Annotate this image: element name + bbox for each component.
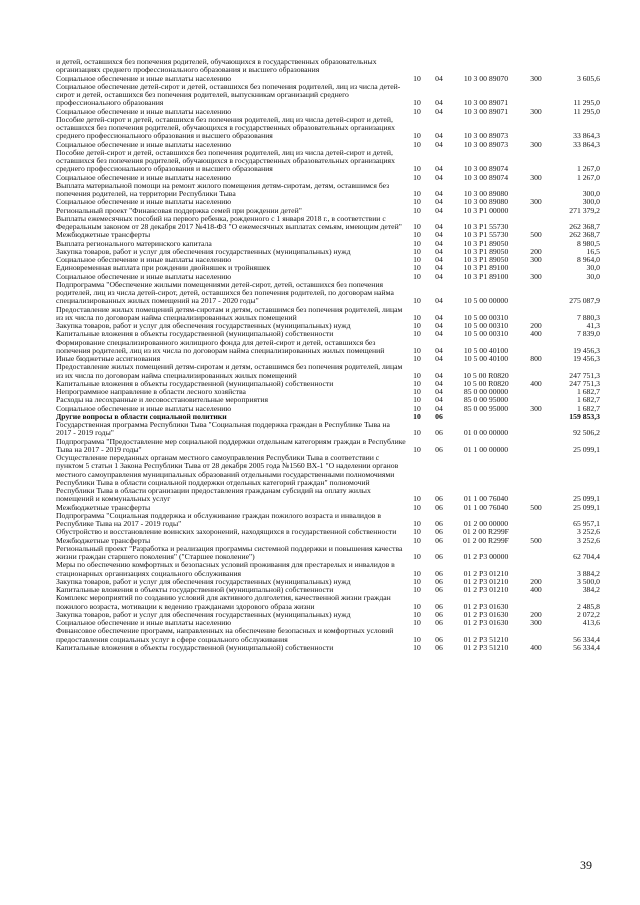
subsection-code-cell — [428, 58, 450, 75]
amount-cell: 1 682,7 — [576, 395, 600, 405]
expense-type-cell: 400 — [530, 585, 542, 594]
expense-type-cell: 500 — [530, 502, 542, 512]
row-name-cell: Непрограммное направление в области лесного хозяйства — [56, 387, 246, 396]
section-code-cell: 10 — [413, 502, 421, 512]
amount-cell: 1 682,7 — [576, 387, 600, 396]
section-code-cell — [406, 58, 428, 75]
subsection-code-cell: 04 — [435, 230, 443, 240]
row-name-cell: Государственная программа Республики Тыва "Социальная поддержка граждан в Республике Тыва на 2017 - 2019 годы" — [56, 420, 390, 438]
target-article-cell: 10 3 P1 00000 — [463, 205, 509, 215]
target-article-cell: 01 2 P3 00000 — [463, 552, 509, 561]
expense-type-cell — [522, 215, 550, 232]
row-name-cell: Социальное обеспечение и иные выплаты населению — [56, 106, 232, 116]
amount-cell: 11 295,0 — [573, 98, 600, 108]
amount-cell: 3 605,6 — [576, 73, 600, 83]
amount-cell: 271 379,2 — [569, 205, 600, 215]
target-article-cell — [450, 413, 522, 421]
table-row — [56, 627, 600, 644]
target-article-cell: 85 0 00 00000 — [463, 387, 509, 396]
subsection-code-cell: 04 — [435, 312, 443, 322]
target-article-cell: 10 5 00 R0820 — [463, 370, 509, 380]
section-code-cell: 10 — [413, 444, 421, 454]
expense-type-cell — [522, 627, 550, 644]
expense-type-cell — [522, 363, 550, 380]
target-article-cell: 01 2 P3 01630 — [463, 609, 509, 619]
subsection-code-cell: 04 — [435, 139, 443, 149]
amount-cell: 2 072,2 — [576, 609, 600, 619]
subsection-code-cell: 04 — [435, 197, 443, 207]
section-code-cell: 10 — [413, 296, 421, 306]
amount-cell: 3 500,0 — [576, 576, 600, 586]
expense-type-cell — [522, 306, 550, 323]
expense-type-cell: 300 — [530, 106, 542, 116]
amount-cell: 8 964,0 — [576, 255, 600, 264]
amount-cell: 25 099,1 — [573, 444, 600, 454]
section-code-cell: 10 — [413, 164, 421, 174]
amount-cell: 41,3 — [586, 321, 600, 330]
section-code-cell: 10 — [413, 618, 421, 627]
section-code-cell: 10 — [413, 246, 421, 256]
amount-cell: 11 295,0 — [573, 106, 600, 116]
amount-cell: 247 751,3 — [569, 378, 600, 388]
table-row — [56, 421, 600, 438]
subsection-code-cell: 06 — [435, 519, 443, 528]
section-code-cell: 10 — [413, 345, 421, 355]
row-name-cell: Социальное обеспечение и иные выплаты населению — [56, 403, 232, 413]
subsection-code-cell: 04 — [435, 321, 443, 330]
subsection-code-cell: 06 — [435, 428, 443, 438]
budget-table — [56, 58, 600, 652]
section-code-cell: 10 — [413, 230, 421, 240]
section-code-cell: 10 — [413, 552, 421, 561]
expense-type-cell: 800 — [530, 354, 542, 363]
target-article-cell: 01 2 P3 01630 — [463, 618, 509, 627]
row-name-cell: Единовременная выплата при рождении двойняшек и тройняшек — [56, 263, 271, 273]
expense-type-cell — [522, 413, 550, 421]
section-code-cell: 10 — [413, 494, 421, 504]
row-name-cell: Закупка товаров, работ и услуг для обеспечения государственных (муниципальных) нужд — [56, 609, 351, 619]
amount-cell: 3 884,2 — [576, 568, 600, 578]
table-row — [56, 594, 600, 611]
target-article-cell: 10 3 P1 89100 — [463, 263, 509, 273]
amount-cell: 275 087,9 — [569, 296, 600, 306]
target-article-cell: 10 3 00 89073 — [463, 131, 509, 141]
row-name-cell: Межбюджетные трансферты — [56, 535, 151, 545]
target-article-cell: 85 0 00 95000 — [463, 395, 509, 405]
target-article-cell: 10 5 00 00310 — [463, 321, 509, 330]
row-name-cell: Подпрограмма "Социальная поддержка и обслуживание граждан пожилого возраста и инвалидов в Республике Тыва на 2017 - 2019 годы" — [56, 510, 381, 528]
row-name-cell: Выплаты ежемесячных пособий на первого ребенка, рожденного с 1 января 2018 г., в соответствии с Федеральным законом от 28 декабря 2017 №418-ФЗ "О ежемесячных выплатах семьям, имеющим детей" — [56, 213, 402, 231]
section-code-cell: 10 — [413, 378, 421, 388]
target-article-cell: 01 0 00 00000 — [463, 428, 509, 438]
section-code-cell: 10 — [413, 387, 421, 396]
subsection-code-cell: 06 — [435, 552, 443, 561]
row-name-cell: Обустройство и восстановление воинских захоронений, находящихся в государственной собственности — [56, 527, 397, 537]
section-code-cell: 10 — [413, 172, 421, 182]
section-code-cell: 10 — [413, 131, 421, 141]
subsection-code-cell: 04 — [435, 354, 443, 363]
table-row — [56, 561, 600, 578]
section-code-cell: 10 — [413, 329, 421, 339]
subsection-code-cell: 06 — [435, 609, 443, 619]
expense-type-cell: 400 — [530, 642, 542, 652]
target-article-cell: 85 0 00 95000 — [463, 403, 509, 413]
subsection-code-cell: 04 — [435, 106, 443, 116]
row-name-cell: Социальное обеспечение и иные выплаты населению — [56, 618, 232, 627]
row-name-cell: Пособие детей-сирот и детей, оставшихся без попечения родителей, лиц из числа детей-сирот и детей, оставшихся без попечения родителей, обучающихся в государственных образовательных организациях среднего профессионального образования и высшего образования — [56, 114, 395, 141]
row-name-cell: Межбюджетные трансферты — [56, 230, 151, 240]
amount-cell: 262 368,7 — [569, 222, 600, 231]
subsection-code-cell: 04 — [435, 329, 443, 339]
table-row — [56, 339, 600, 356]
expense-type-cell — [522, 594, 550, 611]
row-name-cell: Меры по обеспечению комфортных и безопасных условий проживания для престарелых и инвалидов в стационарных организациях социального обслуживания — [56, 560, 395, 578]
table-row — [56, 116, 600, 141]
section-code-cell: 10 — [413, 263, 421, 273]
target-article-cell: 10 5 00 40100 — [463, 354, 509, 363]
section-code-cell: 10 — [413, 395, 421, 405]
amount-cell: 159 853,3 — [569, 411, 600, 421]
subsection-code-cell: 04 — [435, 378, 443, 388]
row-name-cell: Финансовое обеспечение программ, направленных на обеспечение безопасных и комфортных условий предоставления социальных услуг в сфере социального обслуживания — [56, 626, 394, 644]
section-code-cell: 10 — [413, 535, 421, 545]
section-code-cell: 10 — [413, 403, 421, 413]
target-article-cell: 10 3 00 89071 — [463, 106, 509, 116]
expense-type-cell — [522, 58, 550, 75]
expense-type-cell — [522, 149, 550, 174]
expense-type-cell: 400 — [530, 378, 542, 388]
table-row — [56, 545, 600, 562]
amount-cell: 56 334,4 — [573, 642, 600, 652]
target-article-cell: 01 2 P3 01210 — [463, 585, 509, 594]
expense-type-cell — [522, 438, 550, 455]
expense-type-cell: 300 — [530, 403, 542, 413]
target-article-cell: 10 3 00 89074 — [463, 164, 509, 174]
section-code-cell: 10 — [413, 106, 421, 116]
amount-cell: 1 267,0 — [576, 172, 600, 182]
target-article-cell: 10 3 00 89080 — [463, 189, 509, 198]
subsection-code-cell: 06 — [435, 618, 443, 627]
table-row — [56, 149, 600, 174]
subsection-code-cell: 06 — [435, 585, 443, 594]
section-code-cell: 10 — [413, 139, 421, 149]
section-code-cell: 10 — [413, 189, 421, 198]
section-code-cell: 10 — [413, 428, 421, 438]
amount-cell — [550, 58, 600, 75]
row-name-cell: Предоставление жилых помещений детям-сиротам и детям, оставшимся без попечения родителей, лицам из их числа по договорам найма специализированных жилых помещений — [56, 304, 403, 322]
target-article-cell: 01 2 P3 01210 — [463, 568, 509, 578]
row-name-cell: Закупка товаров, работ и услуг для обеспечения государственных (муниципальных) нужд — [56, 576, 351, 586]
section-code-cell: 10 — [413, 321, 421, 330]
row-name-cell: Социальное обеспечение и иные выплаты населению — [56, 271, 232, 281]
section-code-cell: 10 — [413, 642, 421, 652]
row-name-cell: Социальное обеспечение и иные выплаты населению — [56, 73, 232, 83]
table-row — [56, 363, 600, 380]
expense-type-cell — [522, 207, 550, 215]
subsection-code-cell: 04 — [435, 238, 443, 248]
target-article-cell: 01 1 00 76040 — [463, 494, 509, 504]
target-article-cell: 10 3 00 89071 — [463, 98, 509, 108]
target-article-cell: 01 1 00 00000 — [463, 444, 509, 454]
table-row — [56, 182, 600, 199]
section-code-cell: 10 — [413, 634, 421, 644]
section-code-cell: 10 — [413, 576, 421, 586]
amount-cell: 262 368,7 — [569, 230, 600, 240]
target-article-cell: 01 1 00 76040 — [463, 502, 509, 512]
row-name-cell: Региональный проект "Разработка и реализация программы системной поддержки и повышения качества жизни граждан старшего поколения" ("Старшее поколение") — [56, 543, 403, 561]
expense-type-cell — [522, 545, 550, 562]
section-code-cell: 10 — [413, 255, 421, 264]
expense-type-cell: 200 — [530, 609, 542, 619]
row-name-cell: Расходы на лесохранные и лесовосстановительные мероприятия — [56, 395, 268, 405]
section-code-cell: 10 — [413, 73, 421, 83]
expense-type-cell: 300 — [530, 271, 542, 281]
table-row — [56, 83, 600, 108]
amount-cell: 384,2 — [582, 585, 600, 594]
subsection-code-cell: 04 — [435, 164, 443, 174]
subsection-code-cell: 06 — [435, 494, 443, 504]
subsection-code-cell: 06 — [435, 444, 443, 454]
expense-type-cell: 500 — [530, 230, 542, 240]
row-name-cell: Социальное обеспечение и иные выплаты населению — [56, 172, 232, 182]
amount-cell: 2 485,8 — [576, 601, 600, 611]
amount-cell: 3 252,6 — [576, 527, 600, 537]
table-row — [56, 281, 600, 306]
expense-type-cell: 300 — [530, 172, 542, 182]
section-code-cell: 10 — [413, 205, 421, 215]
target-article-cell: 10 3 00 89070 — [463, 73, 509, 83]
amount-cell: 7 839,0 — [576, 329, 600, 339]
row-name-cell: Комплекс мероприятий по созданию условий для активного долголетия, качественной жизни граждан пожилого возраста, мотивации к ведению гражданами здорового образа жизни — [56, 593, 391, 611]
amount-cell: 30,0 — [586, 271, 600, 281]
amount-cell: 25 099,1 — [573, 494, 600, 504]
subsection-code-cell: 04 — [435, 172, 443, 182]
target-article-cell: 01 2 00 00000 — [463, 519, 509, 528]
subsection-code-cell: 04 — [435, 189, 443, 198]
amount-cell: 25 099,1 — [573, 502, 600, 512]
section-code-cell: 10 — [413, 601, 421, 611]
target-article-cell: 10 5 00 00310 — [463, 312, 509, 322]
subsection-code-cell: 04 — [435, 246, 443, 256]
amount-cell: 1 267,0 — [576, 164, 600, 174]
expense-type-cell: 200 — [530, 576, 542, 586]
subsection-code-cell: 04 — [435, 73, 443, 83]
subsection-code-cell: 06 — [435, 642, 443, 652]
target-article-cell: 01 2 P3 01210 — [463, 576, 509, 586]
section-code-cell: 10 — [413, 585, 421, 594]
table-row — [56, 454, 600, 504]
row-name-cell: Подпрограмма "Предоставление мер социальной поддержки отдельным категориям граждан в Республике Тыва на 2017 - 2019 годы" — [56, 436, 406, 454]
section-code-cell: 10 — [413, 354, 421, 363]
amount-cell: 65 957,1 — [573, 519, 600, 528]
section-code-cell: 10 — [413, 370, 421, 380]
amount-cell: 33 864,3 — [573, 131, 600, 141]
target-article-cell: 10 3 P1 89100 — [463, 271, 509, 281]
amount-cell: 56 334,4 — [573, 634, 600, 644]
row-name-cell: Другие вопросы в области социальной политики — [56, 411, 227, 421]
row-name-cell: Выплата регионального материнского капитала — [56, 238, 212, 248]
expense-type-cell: 300 — [530, 139, 542, 149]
section-code-cell: 10 — [413, 98, 421, 108]
table-row — [56, 512, 600, 529]
target-article-cell: 01 2 P3 51210 — [463, 634, 509, 644]
row-name-cell: Социальное обеспечение и иные выплаты населению — [56, 139, 232, 149]
target-article-cell: 10 3 P1 89050 — [463, 246, 509, 256]
subsection-code-cell: 06 — [435, 576, 443, 586]
target-article-cell: 01 2 P3 01630 — [463, 601, 509, 611]
target-article-cell: 01 2 00 R299F — [463, 535, 509, 545]
subsection-code-cell: 04 — [435, 263, 443, 273]
section-code-cell: 10 — [413, 519, 421, 528]
expense-type-cell — [522, 454, 550, 504]
target-article-cell: 10 3 P1 55730 — [463, 222, 509, 231]
table-row — [56, 306, 600, 323]
subsection-code-cell: 04 — [435, 205, 443, 215]
table-row — [56, 215, 600, 232]
expense-type-cell — [522, 281, 550, 306]
row-name-cell: Капитальные вложения в объекты государственной (муниципальной) собственности — [56, 642, 334, 652]
row-name-cell: Формирование специализированного жилищного фонда для детей-сирот и детей, оставшихся без попечения родителей, лиц из их числа по договорам найма специализированных жилых помещений — [56, 337, 385, 355]
row-name-cell: Иные бюджетные ассигнования — [56, 354, 161, 363]
amount-cell: 1 682,7 — [576, 403, 600, 413]
amount-cell: 19 456,3 — [573, 345, 600, 355]
target-article-cell: 01 2 00 R299F — [463, 527, 509, 537]
target-article-cell: 10 5 00 40100 — [463, 345, 509, 355]
target-article-cell: 10 5 00 00310 — [463, 329, 509, 339]
row-name-cell: Социальное обеспечение и иные выплаты населению — [56, 255, 232, 264]
subsection-code-cell: 04 — [435, 271, 443, 281]
subsection-code-cell: 04 — [435, 387, 443, 396]
subsection-code-cell: 06 — [435, 502, 443, 512]
expense-type-cell — [522, 83, 550, 108]
expense-type-cell: 200 — [530, 321, 542, 330]
expense-type-cell: 500 — [530, 535, 542, 545]
row-name-cell: Осуществление переданных органам местного самоуправления Республики Тыва в соответствии с пунктом 5 статьи 1 Закона Республики Тыва от 28 декабря 2005 года №1560 ВХ-1 "О наделении органов местного самоуправления муниципальных образований отдельными государственными полномочиями Республики Тыва в области социальной поддержки отдельных категорий граждан" полномочий Республики Тыва в области организации предоставления гражданам субсидий на оплату жилых помещений и коммунальных услуг — [56, 453, 399, 504]
row-name-cell: Подпрограмма "Обеспечение жилыми помещениями детей-сирот, детей, оставшихся без попечения родителей, лиц из числа детей-сирот, детей, оставшихся без попечения родителей, по договорам найма специализированных жилых помещений на 2017 - 2020 годы" — [56, 279, 394, 306]
expense-type-cell — [522, 421, 550, 438]
target-article-cell: 10 3 P1 89050 — [463, 238, 509, 248]
row-name-cell: Капитальные вложения в объекты государственной (муниципальной) собственности — [56, 585, 334, 594]
table-row — [56, 438, 600, 455]
target-article-cell: 10 3 P1 55730 — [463, 230, 509, 240]
table-row — [56, 58, 600, 75]
amount-cell: 247 751,3 — [569, 370, 600, 380]
row-name-cell: Предоставление жилых помещений детям-сиротам и детям, оставшимся без попечения родителей, лицам из их числа по договорам найма специализированных жилых помещений — [56, 362, 403, 380]
target-article-cell: 10 3 00 89080 — [463, 197, 509, 207]
subsection-code-cell: 04 — [435, 296, 443, 306]
expense-type-cell — [522, 388, 550, 396]
amount-cell: 3 252,6 — [576, 535, 600, 545]
subsection-code-cell: 06 — [435, 634, 443, 644]
expense-type-cell: 400 — [530, 329, 542, 339]
subsection-code-cell: 04 — [435, 370, 443, 380]
amount-cell: 30,0 — [586, 263, 600, 273]
table-row — [56, 644, 600, 652]
row-name-cell: Социальное обеспечение и иные выплаты населению — [56, 197, 232, 207]
amount-cell: 300,0 — [582, 189, 600, 198]
row-name-cell: Межбюджетные трансферты — [56, 502, 151, 512]
row-name-cell: Закупка товаров, работ и услуг для обеспечения государственных (муниципальных) нужд — [56, 321, 351, 330]
amount-cell: 92 506,2 — [573, 428, 600, 438]
budget-table-body — [56, 58, 600, 652]
section-code-cell: 10 — [413, 411, 421, 421]
target-article-cell: 10 5 00 00000 — [463, 296, 509, 306]
subsection-code-cell: 04 — [435, 345, 443, 355]
expense-type-cell — [522, 339, 550, 356]
row-name-cell: Выплата материальной помощи на ремонт жилого помещения детям-сиротам, детям, оставшимся без попечения родителей, на территории Республики Тыва — [56, 180, 390, 198]
section-code-cell: 10 — [413, 222, 421, 231]
expense-type-cell: 300 — [530, 197, 542, 207]
row-name-cell: и детей, оставшихся без попечения родителей, обучающихся в государственных образовательных организациях среднего профессионального образования и высшего образования — [56, 57, 377, 75]
subsection-code-cell: 04 — [435, 403, 443, 413]
amount-cell: 62 704,4 — [573, 552, 600, 561]
expense-type-cell: 300 — [530, 618, 542, 627]
subsection-code-cell: 04 — [435, 255, 443, 264]
expense-type-cell — [522, 182, 550, 199]
expense-type-cell: 300 — [530, 73, 542, 83]
expense-type-cell — [522, 561, 550, 578]
amount-cell: 8 980,5 — [576, 238, 600, 248]
amount-cell: 19 456,3 — [573, 354, 600, 363]
row-name-cell: Закупка товаров, работ и услуг для обеспечения государственных (муниципальных) нужд — [56, 246, 351, 256]
expense-type-cell: 300 — [530, 255, 542, 264]
row-name-cell: Капитальные вложения в объекты государственной (муниципальной) собственности — [56, 378, 334, 388]
row-name-cell: Капитальные вложения в объекты государственной (муниципальной) собственности — [56, 329, 334, 339]
expense-type-cell — [522, 512, 550, 529]
amount-cell: 16,5 — [586, 246, 600, 256]
subsection-code-cell: 06 — [435, 568, 443, 578]
section-code-cell: 10 — [413, 609, 421, 619]
subsection-code-cell: 06 — [435, 601, 443, 611]
subsection-code-cell: 04 — [435, 222, 443, 231]
page-number: 39 — [580, 858, 592, 872]
target-article-cell — [450, 58, 522, 75]
row-name-cell: Региональный проект "Финансовая поддержка семей при рождении детей" — [56, 205, 302, 215]
subsection-code-cell: 04 — [435, 98, 443, 108]
amount-cell: 413,6 — [582, 618, 600, 627]
amount-cell: 300,0 — [582, 197, 600, 207]
row-name-cell: Пособие детей-сирот и детей, оставшихся без попечения родителей, лиц из числа детей-сирот и детей, оставшихся без попечения родителей, обучающихся в государственных образовательных организациях среднего профессионального образования и высшего образования — [56, 147, 395, 174]
target-article-cell: 01 2 P3 51210 — [463, 642, 509, 652]
section-code-cell: 10 — [413, 197, 421, 207]
section-code-cell: 10 — [413, 312, 421, 322]
subsection-code-cell: 06 — [435, 411, 443, 421]
amount-cell: 7 880,3 — [576, 312, 600, 322]
target-article-cell: 10 3 00 89074 — [463, 172, 509, 182]
target-article-cell: 10 5 00 R0820 — [463, 378, 509, 388]
section-code-cell: 10 — [413, 568, 421, 578]
expense-type-cell — [522, 116, 550, 141]
row-name-cell: Социальное обеспечение детей-сирот и детей, оставшихся без попечения родителей, лиц из числа детей-сирот и детей, оставшихся без попечения родителей, выпускникам организаций среднего профессионального образования — [56, 81, 401, 108]
target-article-cell: 10 3 P1 89050 — [463, 255, 509, 264]
section-code-cell: 10 — [413, 527, 421, 537]
subsection-code-cell: 06 — [435, 527, 443, 537]
subsection-code-cell: 04 — [435, 395, 443, 405]
amount-cell: 33 864,3 — [573, 139, 600, 149]
section-code-cell: 10 — [413, 238, 421, 248]
target-article-cell: 10 3 00 89073 — [463, 139, 509, 149]
expense-type-cell: 200 — [530, 246, 542, 256]
subsection-code-cell: 04 — [435, 131, 443, 141]
subsection-code-cell: 06 — [435, 535, 443, 545]
section-code-cell: 10 — [413, 271, 421, 281]
